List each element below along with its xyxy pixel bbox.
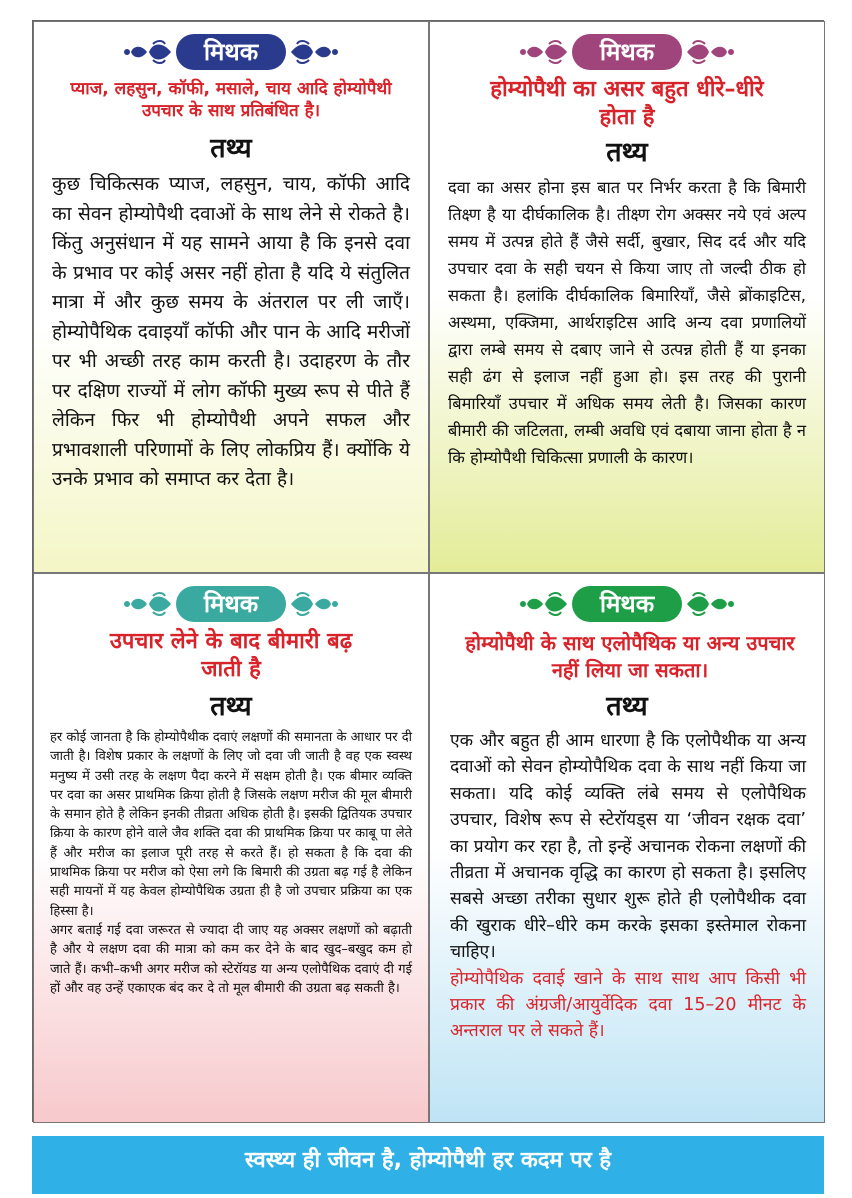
myth-badge-row — [34, 34, 428, 74]
right-ornament-icon — [289, 592, 339, 616]
myth-badge: मिथक — [572, 34, 682, 70]
myth-statement: उपचार लेने के बाद बीमारी बढ़ जाती है — [109, 629, 353, 682]
myth-statement: प्याज, लहसुन, कॉफी, मसाले, चाय आदि होम्योपैथी उपचार के साथ प्रतिबंधित है। — [70, 79, 392, 121]
right-ornament-icon — [685, 40, 735, 64]
fact-body — [50, 728, 412, 998]
panel-myth-4 — [429, 573, 825, 1123]
myth-badge-row — [430, 34, 824, 74]
myth-badge: मिथक — [572, 586, 682, 622]
left-ornament-icon — [123, 592, 173, 616]
fact-paragraph: अगर बताई गई दवा जरूरत से ज्यादा दी जाए यह अक्सर लक्षणों को बढ़ाती है और ये लक्षण दवा की मात्रा को कम कर देने के बाद खुद–बखुद कम हो जाते हैं। कभी–कभी अगर मरीज को स्टेरॉयड या अन्य एलोपैथिक दवाएं दी गई हों और वह उन्हें एकाएक बंद कर दे तो मूल बीमारी की उग्रता बढ़ सकती है। — [50, 922, 412, 996]
left-ornament-icon — [519, 592, 569, 616]
fact-paragraph: दवा का असर होना इस बात पर निर्भर करता है कि बिमारी तिक्ष्ण है या दीर्घकालिक है। तीक्ष्ण रोग अक्सर नये एवं अल्प समय में उत्पन्न होते हैं जैसे सर्दी, बुखार, सिद दर्द और यदि उपचार दवा के सही चयन से किया जाए तो जल्दी ठीक हो सकता है। हलांकि दीर्घकालिक बिमारियाँ, जैसे ब्रोंकाइटिस, अस्थमा, एक्जिमा, आर्थराइटिस आदि अन्य दवा प्रणालियों द्वारा लम्बे समय से दबाए जाने से उत्पन्न होती हैं या इनका सही ढंग से इलाज नहीं हुआ हो। इस तरह की पुरानी बिमारियाँ उपचार में अधिक समय लेती है। जिसका कारण बीमारी की जटिलता, लम्बी अवधि एवं दबाया जाना होता है न कि होम्योपैथी चिकित्सा प्रणाली के कारण। — [448, 178, 806, 467]
left-ornament-icon — [123, 40, 173, 64]
fact-body — [448, 174, 806, 471]
footer-banner — [32, 1136, 824, 1194]
fact-paragraph: कुछ चिकित्सक प्याज, लहसुन, चाय, कॉफी आदि का सेवन होम्योपैथी दवाओं के साथ लेने से रोकते है। किंतु अनुसंधान में यह सामने आया है कि इनसे दवा के प्रभाव पर कोई असर नहीं होता है यदि ये संतुलित मात्रा में और कुछ समय के अंतराल पर ली जाएँ। होम्योपैथिक दवाइयाँ कॉफी और पान के आदि मरीजों पर भी अच्छी तरह काम करती है। उदाहरण के तौर पर दक्षिण राज्यों में लोग कॉफी मुख्य रूप से पीते हैं लेकिन फिर भी होम्योपैथी अपने सफल और प्रभावशाली परिणामों के लिए लोकप्रिय हैं। क्योंकि ये उनके प्रभाव को समाप्त कर देता है। — [52, 173, 410, 490]
fact-paragraph: एक और बहुत ही आम धारणा है कि एलोपैथीक या अन्य दवाओं को सेवन होम्योपैथिक दवा के साथ नहीं किया जा सकता। यदि कोई व्यक्ति लंबे समय से एलोपैथिक उपचार, विशेष रूप से स्टेरॉयड्स या ‘जीवन रक्षक दवा’ का प्रयोग कर रहा है, तो इन्हें अचानक रोकना लक्षणों की तीव्रता में अचानक वृद्धि का कारण हो सकता है। इसलिए सबसे अच्छा तरीका सुधार शुरू होते ही एलोपैथीक दवा की खुराक धीरे–धीरे कम करके इसका इस्तेमाल रोकना चाहिए। — [450, 731, 806, 963]
fact-heading: तथ्य — [606, 137, 648, 168]
panel-myth-3 — [33, 573, 429, 1123]
myth-badge-row — [34, 586, 428, 626]
myth-statement: होम्योपैथी का असर बहुत धीरे–धीरे होता है — [490, 77, 764, 130]
myth-badge: मिथक — [176, 34, 286, 70]
right-ornament-icon — [289, 40, 339, 64]
footer-slogan: स्वस्थ्य ही जीवन है, होम्योपैथी हर कदम पर है — [244, 1148, 612, 1173]
myth-badge-row — [430, 586, 824, 626]
fact-body — [450, 728, 806, 1045]
fact-body — [52, 170, 410, 495]
fact-paragraph: हर कोई जानता है कि होम्योपैथीक दवाएं लक्षणों की समानता के आधार पर दी जाती है। विशेष प्रकार के लक्षणों के लिए जो दवा जी जाती है वह एक स्वस्थ मनुष्य में उसी तरह के लक्षण पैदा करने में सक्षम होती है। एक बीमार व्यक्ति पर दवा का असर प्राथमिक क्रिया होती है जिसके लक्षण मरीज की मूल बीमारी के समान होते है लेकिन इनकी तीव्रता अधिक होती है। इसकी द्वितियक उपचार क्रिया के कारण होने वाले जैव शक्ति दवा की प्राथमिक क्रिया पर काबू पा लेते हैं और मरीज का इलाज पूरी तरह से करते हैं। हो सकता है कि दवा की प्राथमिक क्रिया पर मरीज को ऐसा लगे कि बिमारी की उग्रता बढ़ गई है लेकिन सही मायनों में यह केवल होम्योपैथिक उग्रता ही है जो उपचार प्रक्रिया का एक हिस्सा है। — [50, 730, 412, 919]
fact-note: होम्योपैथिक दवाई खाने के साथ साथ आप किसी भी प्रकार की अंग्रजी/आयुर्वेदिक दवा 15–20 मीनट के अन्तराल पर ले सकते हैं। — [450, 968, 806, 1042]
fact-heading: तथ्य — [210, 133, 252, 164]
myth-badge: मिथक — [176, 586, 286, 622]
right-ornament-icon — [685, 592, 735, 616]
panel-myth-1 — [33, 21, 429, 573]
fact-heading: तथ्य — [606, 691, 648, 722]
myth-statement: होम्योपैथी के साथ एलोपैथिक या अन्य उपचार नहीं लिया जा सकता। — [465, 631, 795, 682]
myth-fact-grid — [32, 20, 824, 1122]
panel-myth-2 — [429, 21, 825, 573]
left-ornament-icon — [519, 40, 569, 64]
fact-heading: तथ्य — [210, 691, 252, 722]
